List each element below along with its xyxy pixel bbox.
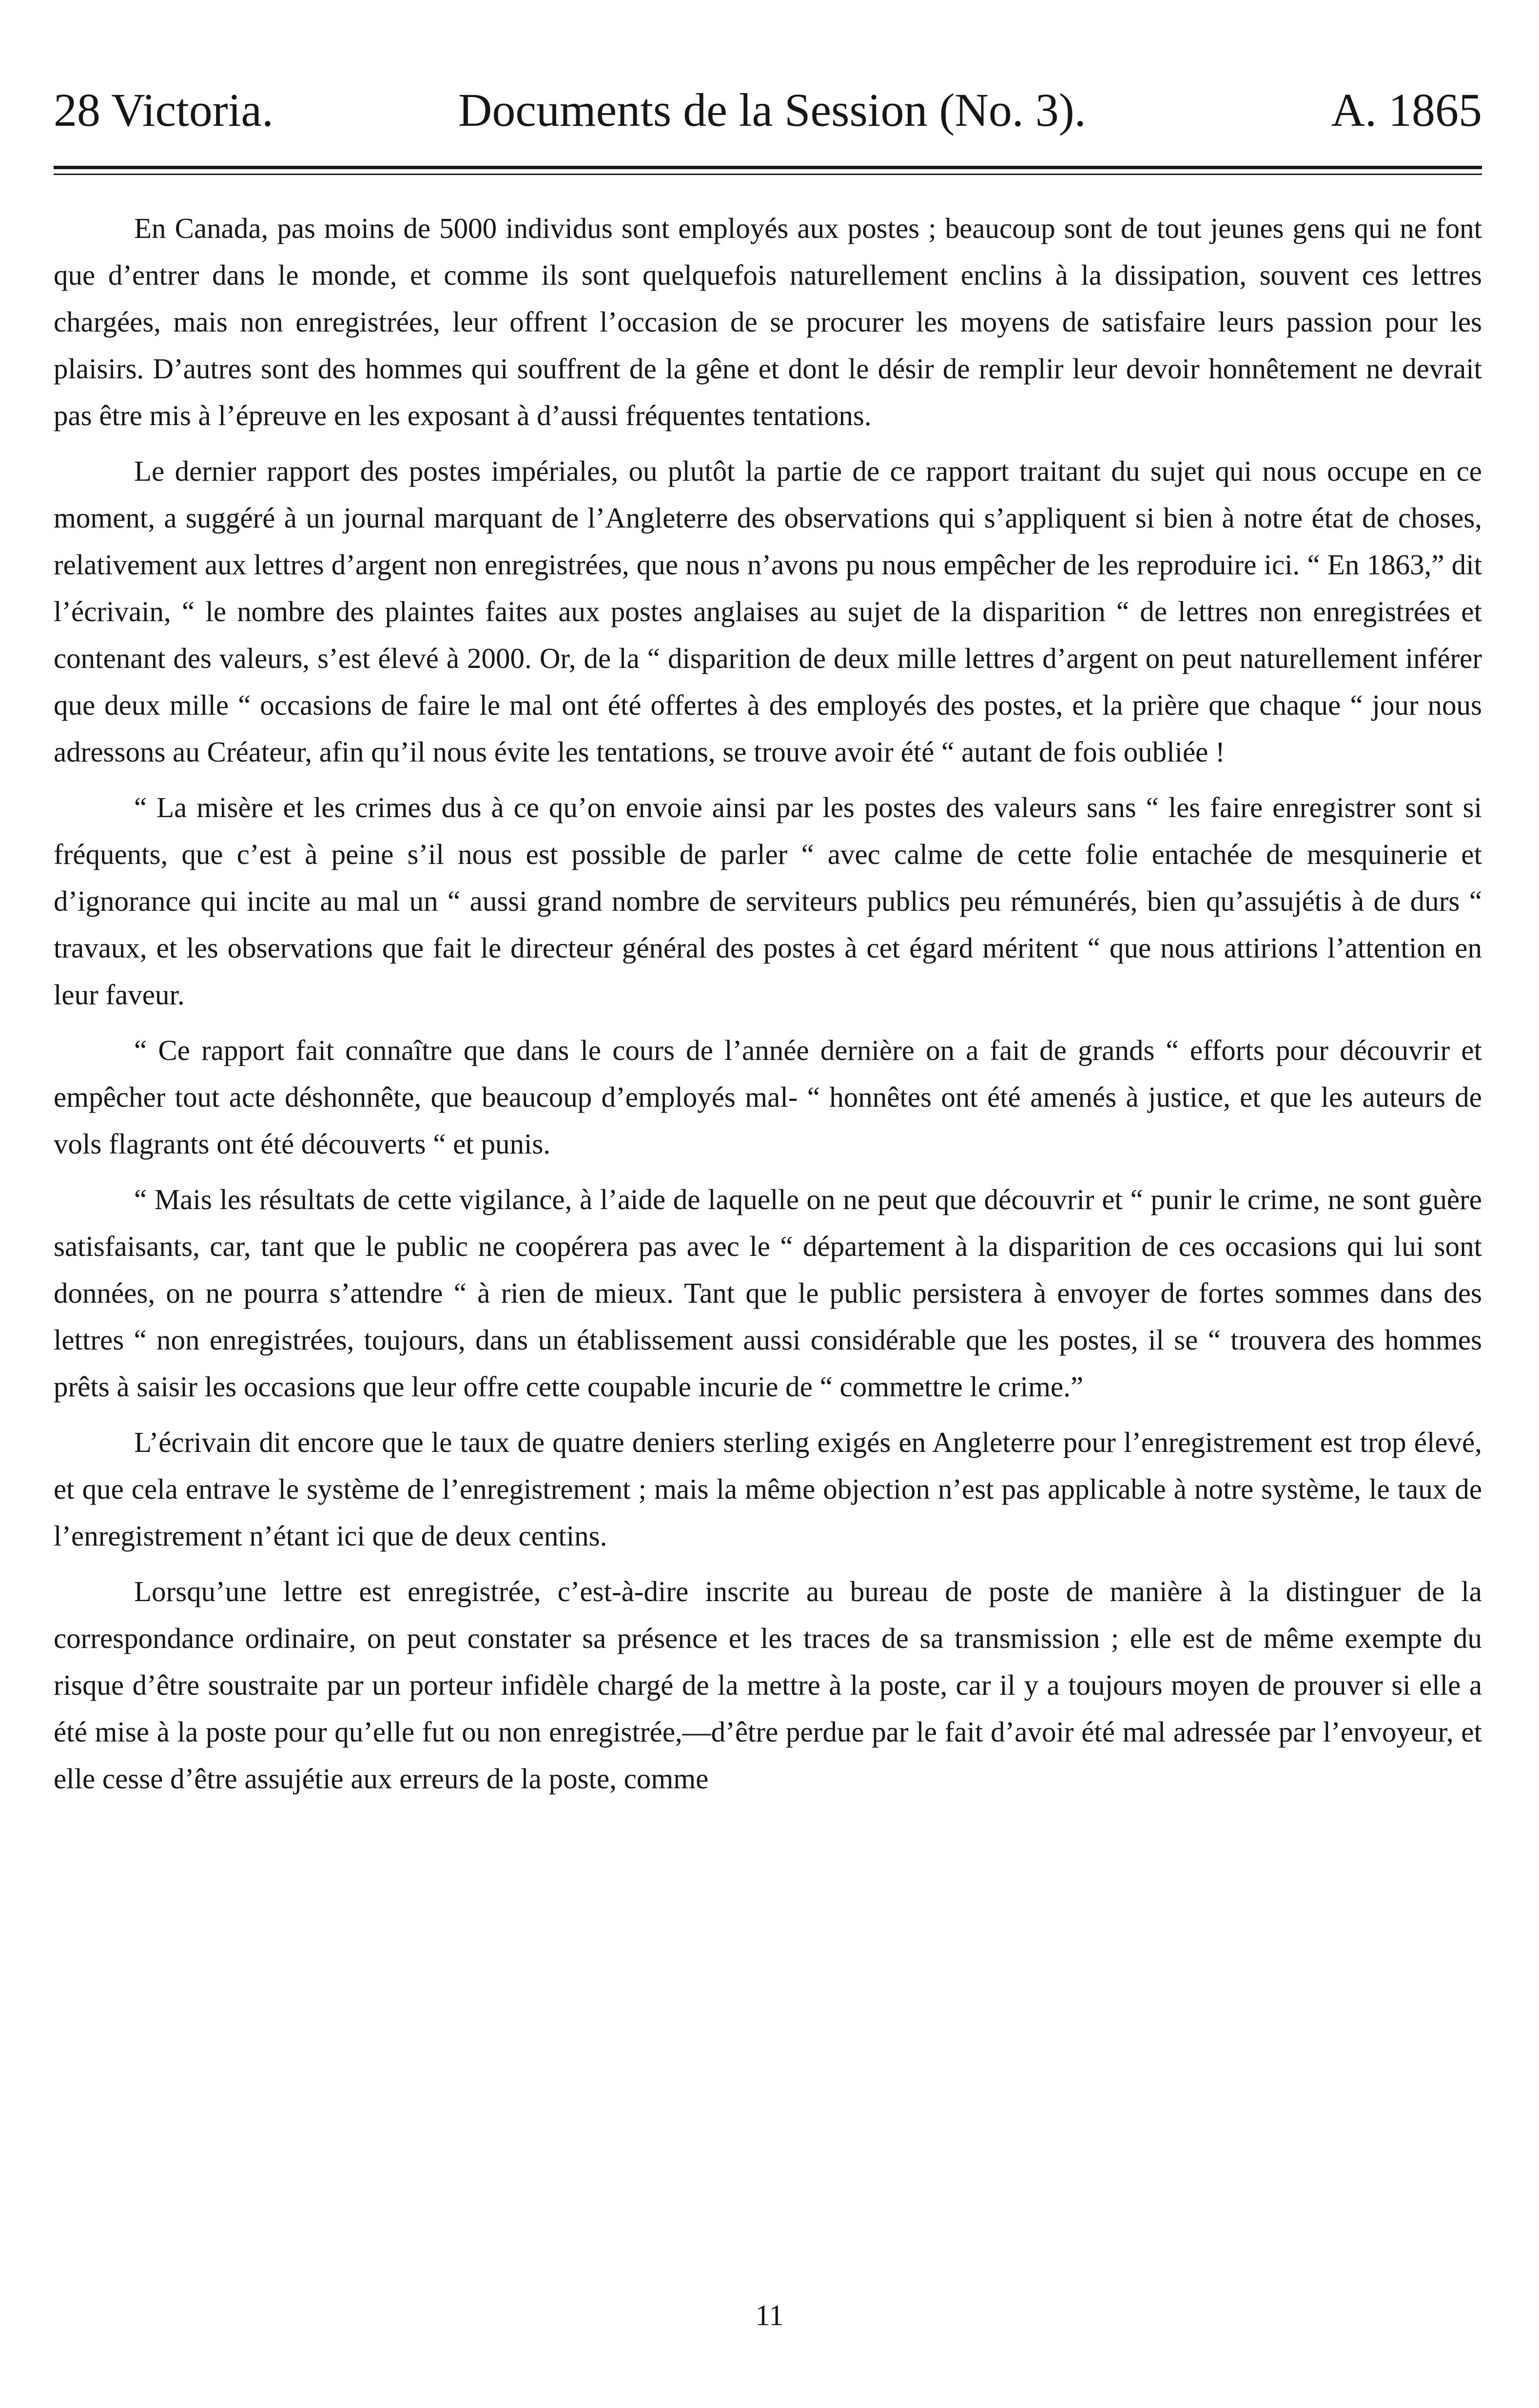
header-title: Documents de la Session (No. 3).	[458, 84, 1086, 136]
header-regnal-year: 28 Victoria.	[54, 84, 274, 136]
body-text	[54, 205, 1482, 1811]
running-header	[54, 73, 1482, 146]
paragraph: L’écrivain dit encore que le taux de quatre deniers sterling exigés en Angleterre pour l’enregistrement est trop élevé, et que cela entrave le système de l’enregistrement ; mais la même objection n’est pas applicable à notre système, le taux de l’enregistrement n’étant ici que de deux centins.	[54, 1426, 1482, 1552]
header-rule-thick	[54, 166, 1482, 169]
paragraph: “ La misère et les crimes dus à ce qu’on envoie ainsi par les postes des valeurs sans “ les faire enregistrer sont si fréquents, que c’est à peine s’il nous est possible de parler “ avec calme de cette folie entachée de mesquinerie et d’ignorance qui incite au mal un “ aussi grand nombre de serviteurs publics peu rémunérés, bien qu’assujétis à de durs “ travaux, et les observations que fait le directeur général des postes à cet égard méritent “ que nous attirions l’attention en leur faveur.	[54, 791, 1482, 1011]
header-year: A. 1865	[1331, 84, 1482, 136]
paragraph: Lorsqu’une lettre est enregistrée, c’est-à-dire inscrite au bureau de poste de manière à la distinguer de la correspondance ordinaire, on peut constater sa présence et les traces de sa transmission ; elle est de même exempte du risque d’être soustraite par un porteur infidèle chargé de la mettre à la poste, car il y a toujours moyen de prouver si elle a été mise à la poste pour qu’elle fut ou non enregistrée,—d’être perdue par le fait d’avoir été mal adressée par l’envoyeur, et elle cesse d’être assujétie aux erreurs de la poste, comme	[54, 1575, 1482, 1795]
page-number: 11	[755, 2299, 784, 2331]
paragraph: En Canada, pas moins de 5000 individus sont employés aux postes ; beaucoup sont de tout jeunes gens qui ne font que d’entrer dans le monde, et comme ils sont quelquefois naturellement enclins à la dissipation, souvent ces lettres chargées, mais non enregistrées, leur offrent l’occasion de se procurer les moyens de satisfaire leurs passion pour les plaisirs. D’autres sont des hommes qui souffrent de la gêne et dont le désir de remplir leur devoir honnêtement ne devrait pas être mis à l’épreuve en les exposant à d’aussi fréquentes tentations.	[54, 212, 1482, 431]
paragraph: “ Mais les résultats de cette vigilance, à l’aide de laquelle on ne peut que découvrir et “ punir le crime, ne sont guère satisfaisants, car, tant que le public ne coopérera pas avec le “ département à la disparition de ces occasions qui lui sont données, on ne pourra s’attendre “ à rien de mieux. Tant que le public persistera à envoyer de fortes sommes dans des lettres “ non enregistrées, toujours, dans un établissement aussi considérable que les postes, il se “ trouvera des hommes prêts à saisir les occasions que leur offre cette coupable incurie de “ commettre le crime.”	[54, 1183, 1482, 1403]
paragraph: “ Ce rapport fait connaître que dans le cours de l’année dernière on a fait de grands “ efforts pour découvrir et empêcher tout acte déshonnête, que beaucoup d’employés mal- “ honnêtes ont été amenés à justice, et que les auteurs de vols flagrants ont été découverts “ et punis.	[54, 1034, 1482, 1160]
paragraph: Le dernier rapport des postes impériales, ou plutôt la partie de ce rapport traitant du sujet qui nous occupe en ce moment, a suggéré à un journal marquant de l’Angleterre des observations qui s’appliquent si bien à notre état de choses, relativement aux lettres d’argent non enregistrées, que nous n’avons pu nous empêcher de les reproduire ici. “ En 1863,” dit l’écrivain, “ le nombre des plaintes faites aux postes anglaises au sujet de la disparition “ de lettres non enregistrées et contenant des valeurs, s’est élevé à 2000. Or, de la “ disparition de deux mille lettres d’argent on peut naturellement inférer que deux mille “ occasions de faire le mal ont été offertes à des employés des postes, et la prière que chaque “ jour nous adressons au Créateur, afin qu’il nous évite les tentations, se trouve avoir été “ autant de fois oubliée !	[54, 455, 1482, 768]
header-rule-thin	[54, 174, 1482, 175]
